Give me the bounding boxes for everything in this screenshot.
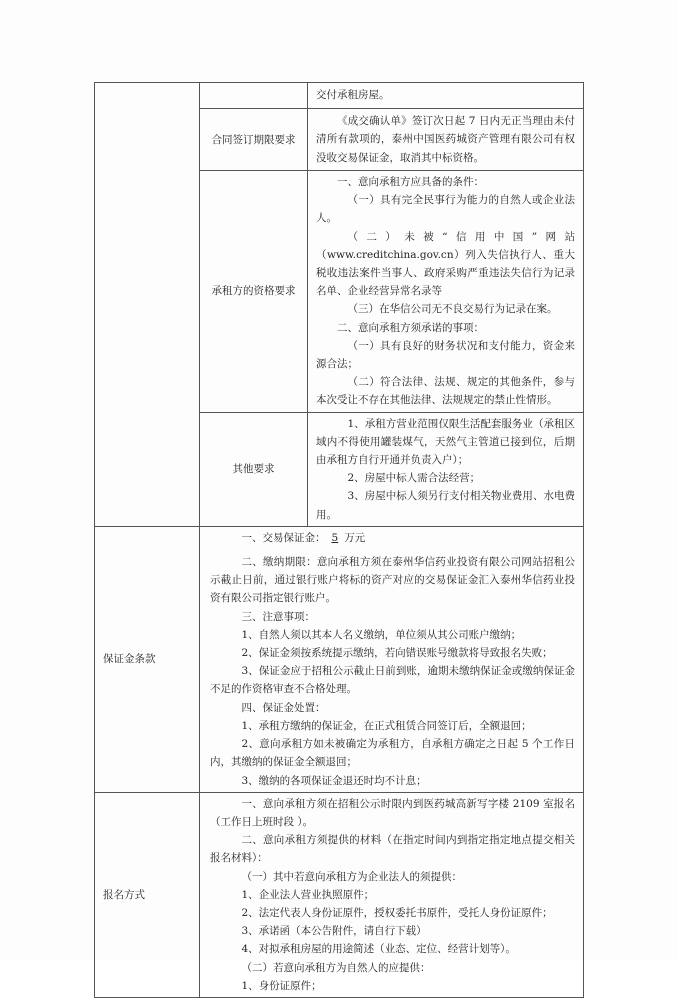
- registration-line: （一）其中若意向承租方为企业法人的须提供：: [241, 870, 462, 883]
- deposit-line: 2、保证金须按系统提示缴纳，若向错误账号缴款将导致报名失败；: [241, 647, 553, 660]
- contract-deadline-cell: [308, 109, 584, 171]
- empty-cell: [200, 83, 308, 109]
- other-requirement-line: 1、承租方营业范围仅限生活配套服务业（承租区域内不得使用罐装煤气，天然气主管道已接到位，后期由承租方自行开通并负责入户）；: [316, 417, 575, 467]
- contract-deadline-label: 合同签订期限要求: [200, 109, 308, 171]
- other-requirement-line: 3、房屋中标人须另行支付相关物业费用、水电费用。: [316, 490, 575, 521]
- registration-line: 2、法定代表人身份证原件，授权委托书原件，受托人身份证原件；: [241, 906, 553, 919]
- qualification-line: （一）具有完全民事行为能力的自然人或企业法人。: [316, 194, 575, 225]
- registration-cell: [200, 792, 584, 997]
- deposit-line: 二、缴纳期限：意向承租方须在泰州华信药业投资有限公司网站招租公示截止日前，通过银行账户将标的资产对应的交易保证金汇入泰州华信药业投资有限公司指定银行账户。: [210, 556, 575, 605]
- qualification-line: 二、意向承租方须承诺的事项：: [337, 321, 484, 334]
- qualification-line: （二）符合法律、法规、规定的其他条件，参与本次受让不存在其他法律、法规规定的禁止性情形。: [316, 376, 575, 407]
- registration-line: 4、对拟承租房屋的用途简述（业态、定位、经营计划等）。: [241, 943, 516, 956]
- table-row: [95, 83, 584, 109]
- qualification-line: （二）未被“信用中国”网站（www.creditchina.gov.cn）列入失信执行人、重大税收违法案件当事人、政府采购严重违法失信行为记录名单、企业经营异常名录等: [316, 230, 575, 298]
- other-requirements-cell: [308, 412, 584, 526]
- qualification-line: （三）在华信公司无不良交易行为记录在案。: [347, 303, 558, 316]
- deposit-line: 3、保证金应于招租公示截止日前到账，逾期未缴纳保证金或缴纳保证金不足的作资格审查不合格处理。: [210, 665, 575, 696]
- deposit-line: 1、自然人须以其本人名义缴纳，单位须从其公司账户缴纳；: [241, 628, 522, 641]
- deposit-line: 三、注意事项：: [241, 610, 315, 623]
- deposit-line: 2、意向承租方如未被确定为承租方，自承租方确定之日起 5 个工作日内，其缴纳的保证金全额退回；: [210, 738, 575, 769]
- deposit-line: 1、承租方缴纳的保证金，在正式租赁合同签订后，全额退回；: [241, 719, 532, 732]
- lease-terms-table: [94, 82, 584, 998]
- deposit-cell: [200, 526, 584, 792]
- deposit-amount-suffix: 万元: [344, 531, 366, 544]
- registration-line: 二、意向承租方须提供的材料（在指定时间内到指定指定地点提交相关报名材料）：: [210, 834, 575, 865]
- continuation-text: 交付承租房屋。: [316, 89, 390, 102]
- contract-deadline-text: 《成交确认单》签订次日起 7 日内无正当理由未付清所有款项的，泰州中国医药城资产管理有限公司有权没收交易保证金，取消其中标资格。: [316, 115, 575, 164]
- qualification-line: 一、意向承租方应具备的条件：: [337, 176, 484, 188]
- deposit-amount: 5: [331, 531, 339, 544]
- registration-line: 1、企业法人营业执照原件；: [241, 888, 375, 901]
- qualifications-label: 承租方的资格要求: [200, 171, 308, 413]
- deposit-line: 四、保证金处置：: [241, 701, 326, 714]
- other-requirements-label: 其他要求: [200, 412, 308, 526]
- table-row: [95, 526, 584, 792]
- registration-line: 一、意向承租方须在招租公示时限内到医药城高新写字楼 2109 室报名（工作日上班时段 ）。: [210, 797, 575, 828]
- table-row: [95, 792, 584, 997]
- registration-label: 报名方式: [95, 792, 200, 997]
- qualification-line: （一）具有良好的财务状况和支付能力，资金来源合法；: [316, 339, 575, 371]
- deposit-line: 3、缴纳的各项保证金退还时均不计息；: [241, 774, 427, 787]
- deposit-label: 保证金条款: [95, 526, 200, 792]
- empty-cell: [95, 83, 200, 527]
- registration-line: （二）若意向承租方为自然人的应提供：: [241, 961, 431, 974]
- deposit-amount-prefix: 一、交易保证金：: [241, 531, 326, 544]
- deposit-amount-line: [210, 529, 575, 547]
- registration-line: 3、承诺函（本公告附件，请自行下载）: [241, 925, 427, 938]
- qualifications-cell: [308, 171, 584, 413]
- continuation-cell: [308, 83, 584, 109]
- other-requirement-line: 2、房屋中标人需合法经营；: [347, 472, 481, 485]
- registration-line: 1、身份证原件；: [241, 979, 322, 992]
